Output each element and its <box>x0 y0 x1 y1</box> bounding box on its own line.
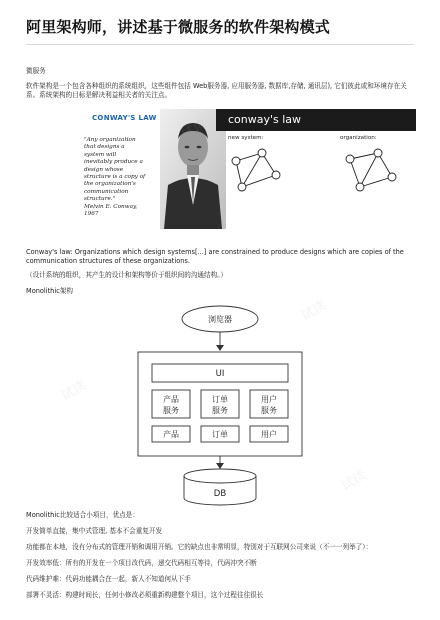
product-service-label-line1: 产品 <box>163 395 179 404</box>
conway-graphs <box>220 133 416 233</box>
conway-right-banner <box>216 109 416 131</box>
conway-quote-line: that designs a <box>84 144 125 151</box>
watermark: 试读 <box>58 378 90 405</box>
intro-paragraph: 软件架构是一个包含各种组织的系统组织，这些组件包括 Web服务器, 应用服务器, 数据库,存储, 通讯层), 它们彼此或和环境存在关系。系统架构的目标是解决利益相关者的关注点。 <box>26 82 407 99</box>
user-label: 用户 <box>261 430 277 439</box>
section-heading-monolithic: Monolithic架构 <box>26 287 74 295</box>
new-system-label: new system: <box>228 135 264 141</box>
bullet-5: 部署不灵活：构建时间长，任何小修改必须重新构建整个项目，这个过程往往很长 <box>26 591 264 599</box>
monolithic-diagram <box>112 302 330 506</box>
conway-quote-line: design whose <box>84 166 124 173</box>
conway-graph-drawings <box>220 133 416 233</box>
organization-label: organization: <box>340 135 377 141</box>
conway-quote-line: communication <box>84 188 129 195</box>
conway-quote-line: structure." <box>84 196 116 203</box>
conway-quote-line: Melvin E. Conway, <box>84 203 138 210</box>
conway-law-chinese: （设计系统的组织，其产生的设计和架构等价于组织间的沟通结构。） <box>26 271 228 279</box>
title-divider <box>26 44 414 45</box>
db-label: DB <box>213 489 227 499</box>
section-heading-microservices: 微服务 <box>26 67 46 75</box>
conway-figure <box>80 107 416 233</box>
user-service-label-line2: 服务 <box>261 406 277 415</box>
conway-right-heading: conway's law <box>228 113 302 126</box>
browser-label: 浏览器 <box>208 315 232 324</box>
bullet-2: 功能都在本地，没有分布式的管理开销和调用开销。它的缺点也非常明显，特别对于互联网公司来说（不一一列举了）： <box>26 543 373 551</box>
product-service-label-line2: 服务 <box>163 406 179 415</box>
bullet-3: 开发效率低：所有的开发在一个项目改代码，递交代码相互等待，代码冲突不断 <box>26 559 257 567</box>
bullet-1: 开发简单直接，集中式管理, 基本不会重复开发 <box>26 527 163 535</box>
order-label: 订单 <box>212 430 228 439</box>
conway-quote-line: "Any organization <box>84 137 136 143</box>
order-service-label-line2: 服务 <box>212 406 228 415</box>
watermark: 试读 <box>338 468 370 495</box>
conway-quote-line: system will <box>84 151 117 158</box>
conway-left-heading: CONWAY'S LAW <box>92 114 157 122</box>
watermark: 试读 <box>298 298 330 325</box>
page-title: 阿里架构师，讲述基于微服务的软件架构模式 <box>26 18 331 36</box>
user-service-label-line1: 用户 <box>261 395 277 404</box>
monolithic-intro: Monolithic比较适合小项目，优点是： <box>26 511 139 519</box>
conway-law-english: Conway's law: Organizations which design systems[...] are constrained to produce designs which are copies of the communication structures of these organizations. <box>26 248 404 265</box>
conway-quote-line: structure is a copy of <box>84 174 146 181</box>
conway-quote-line: inevitably produce a <box>84 159 143 166</box>
bullet-4: 代码维护难：代码功能耦合在一起，新人不知道何从下手 <box>26 575 191 583</box>
product-label: 产品 <box>163 430 179 439</box>
ui-label: UI <box>215 369 225 379</box>
conway-quote <box>84 137 152 218</box>
conway-quote-line: the organization's <box>84 181 136 188</box>
order-service-label-line1: 订单 <box>212 395 228 404</box>
conway-quote-line: 1967 <box>84 211 99 218</box>
